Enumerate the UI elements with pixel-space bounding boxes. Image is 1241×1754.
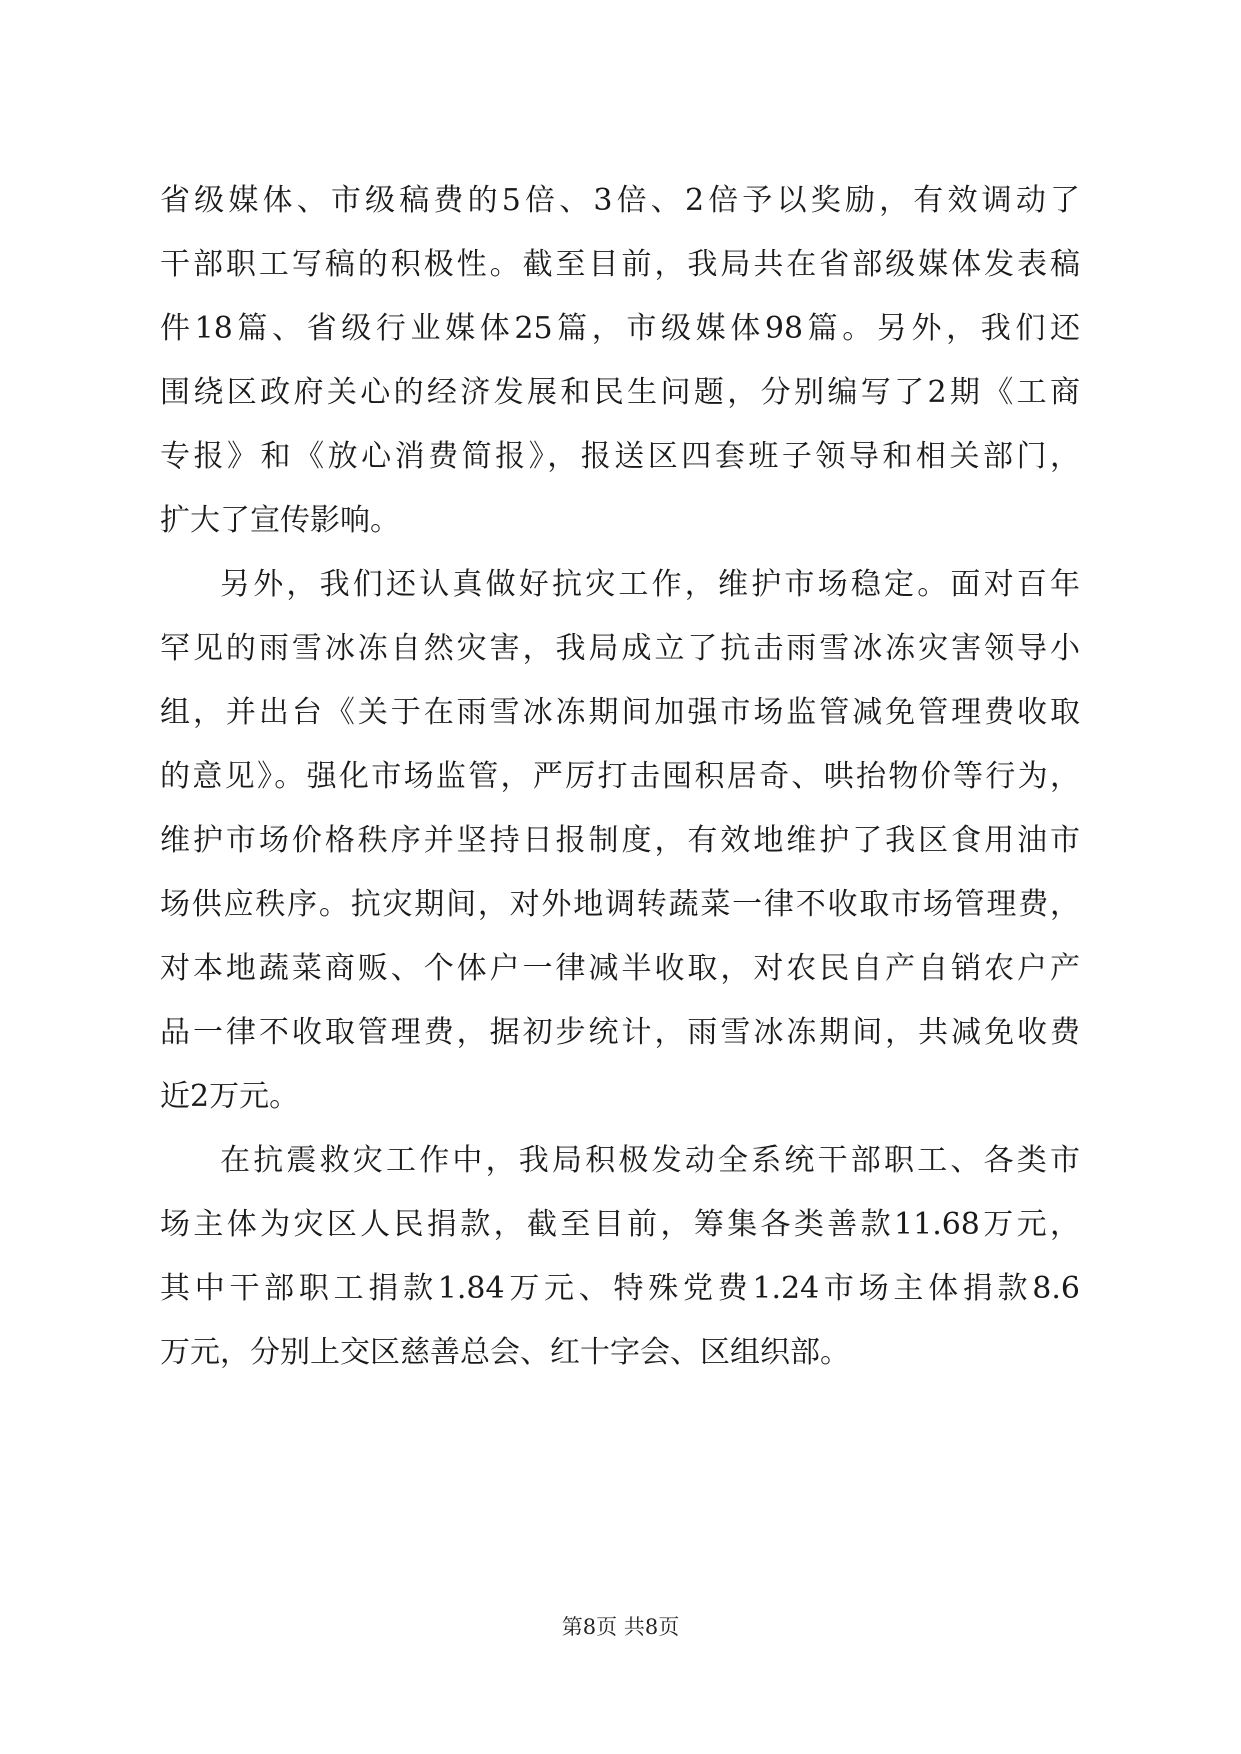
paragraph-1-line-1: 省级媒体、市级稿费的5倍、3倍、2倍予以奖励，有效调动了 [160, 183, 1080, 218]
paragraph-3-line-1: 在抗震救灾工作中，我局积极发动全系统干部职工、各类市 [220, 1143, 1080, 1178]
page-number-footer: 第8页 共8页 [561, 1615, 680, 1639]
paragraph-2-line-2: 罕见的雨雪冰冻自然灾害，我局成立了抗击雨雪冰冻灾害领导小 [160, 631, 1080, 666]
paragraph-1-line-2: 干部职工写稿的积极性。截至目前，我局共在省部级媒体发表稿 [160, 247, 1080, 282]
paragraph-2-line-6: 场供应秩序。抗灾期间，对外地调转蔬菜一律不收取市场管理费， [160, 887, 1080, 922]
paragraph-2-line-8: 品一律不收取管理费，据初步统计，雨雪冰冻期间，共减免收费 [160, 1015, 1080, 1050]
paragraph-3-line-3: 其中干部职工捐款1.84万元、特殊党费1.24市场主体捐款8.6 [160, 1271, 1080, 1306]
paragraph-2-line-5: 维护市场价格秩序并坚持日报制度，有效地维护了我区食用油市 [160, 823, 1080, 858]
paragraph-2-line-4: 的意见》。强化市场监管，严厉打击囤积居奇、哄抬物价等行为， [160, 759, 1080, 794]
paragraph-1-line-5: 专报》和《放心消费简报》，报送区四套班子领导和相关部门， [160, 439, 1080, 474]
paragraph-3-line-2: 场主体为灾区人民捐款，截至目前，筹集各类善款11.68万元， [160, 1207, 1080, 1242]
paragraph-2-line-3: 组，并出台《关于在雨雪冰冻期间加强市场监管减免管理费收取 [160, 695, 1080, 730]
paragraph-1-line-6: 扩大了宣传影响。 [160, 503, 400, 538]
paragraph-2-line-7: 对本地蔬菜商贩、个体户一律减半收取，对农民自产自销农户产 [160, 951, 1080, 986]
paragraph-1-line-3: 件18篇、省级行业媒体25篇，市级媒体98篇。另外，我们还 [160, 311, 1080, 346]
paragraph-3-line-4: 万元，分别上交区慈善总会、红十字会、区组织部。 [160, 1335, 850, 1370]
paragraph-2-line-1: 另外，我们还认真做好抗灾工作，维护市场稳定。面对百年 [220, 567, 1080, 602]
paragraph-1-line-4: 围绕区政府关心的经济发展和民生问题，分别编写了2期《工商 [160, 375, 1080, 410]
paragraph-2-line-9: 近2万元。 [160, 1079, 300, 1114]
